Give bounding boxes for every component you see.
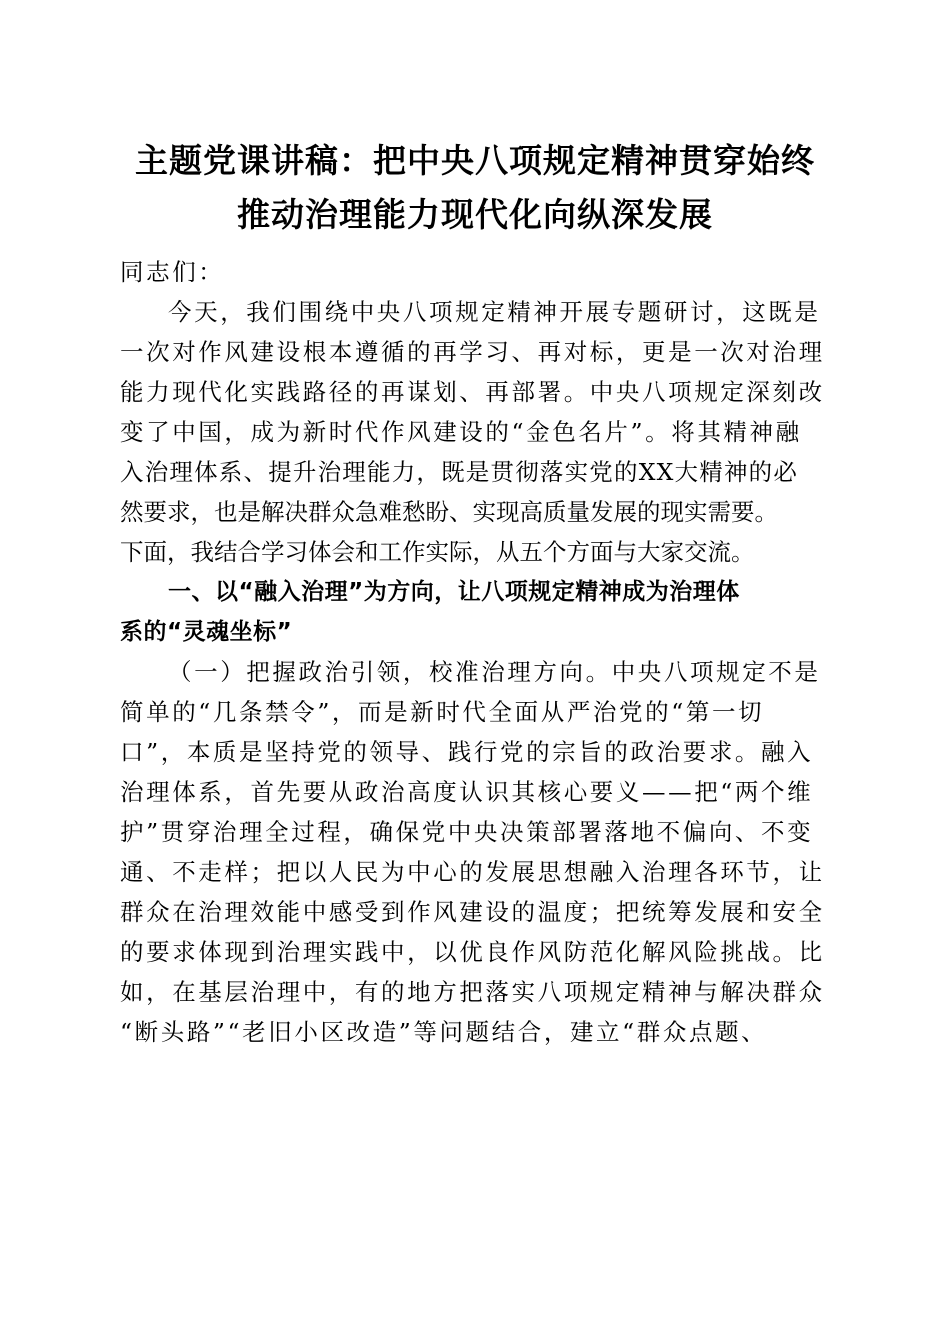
intro-line: 入治理体系、提升治理能力，既是贯彻落实党的XX大精神的必 <box>120 458 799 486</box>
intro-line: 然要求，也是解决群众急难愁盼、实现高质量发展的现实需要。 <box>120 498 778 526</box>
section-paragraph-line: 口”，本质是坚持党的领导、践行党的宗旨的政治要求。融入 <box>120 738 814 766</box>
section-paragraph-line: （一）把握政治引领，校准治理方向。中央八项规定不是 <box>168 658 821 686</box>
intro-line: 下面，我结合学习体会和工作实际，从五个方面与大家交流。 <box>120 538 755 566</box>
section-paragraph-line: 护”贯穿治理全过程，确保党中央决策部署落地不偏向、不变 <box>120 818 814 846</box>
section-paragraph-line: 群众在治理效能中感受到作风建设的温度；把统筹发展和安全 <box>120 898 825 926</box>
section-paragraph-line: 简单的“几条禁令”，而是新时代全面从严治党的“第一切 <box>120 698 765 726</box>
section-paragraph-line: 如，在基层治理中，有的地方把落实八项规定精神与解决群众 <box>120 978 825 1006</box>
document-title <box>100 134 850 242</box>
section-paragraph-line: 治理体系，首先要从政治高度认识其核心要义——把“两个维 <box>120 778 814 806</box>
greeting: 同志们： <box>120 258 225 286</box>
intro-line: 变了中国，成为新时代作风建设的“金色名片”。将其精神融 <box>120 418 802 446</box>
document-body <box>120 252 832 1052</box>
section-heading-line: 一、以“融入治理”为方向，让八项规定精神成为治理体 <box>168 579 740 605</box>
section-paragraph-line: 通、不走样；把以人民为中心的发展思想融入治理各环节，让 <box>120 858 825 886</box>
intro-line: 能力现代化实践路径的再谋划、再部署。中央八项规定深刻改 <box>120 378 825 406</box>
title-line-2: 推动治理能力现代化向纵深发展 <box>237 195 713 234</box>
section-paragraph-line: 的要求体现到治理实践中，以优良作风防范化解风险挑战。比 <box>120 938 825 966</box>
section-heading-line: 系的“灵魂坐标” <box>120 619 293 645</box>
section-paragraph-line: “断头路”“老旧小区改造”等问题结合，建立“群众点题、 <box>120 1018 768 1046</box>
intro-line: 今天，我们围绕中央八项规定精神开展专题研讨，这既是 <box>168 298 821 326</box>
title-line-1: 主题党课讲稿：把中央八项规定精神贯穿始终 <box>135 141 815 180</box>
intro-line: 一次对作风建设根本遵循的再学习、再对标，更是一次对治理 <box>120 338 825 366</box>
